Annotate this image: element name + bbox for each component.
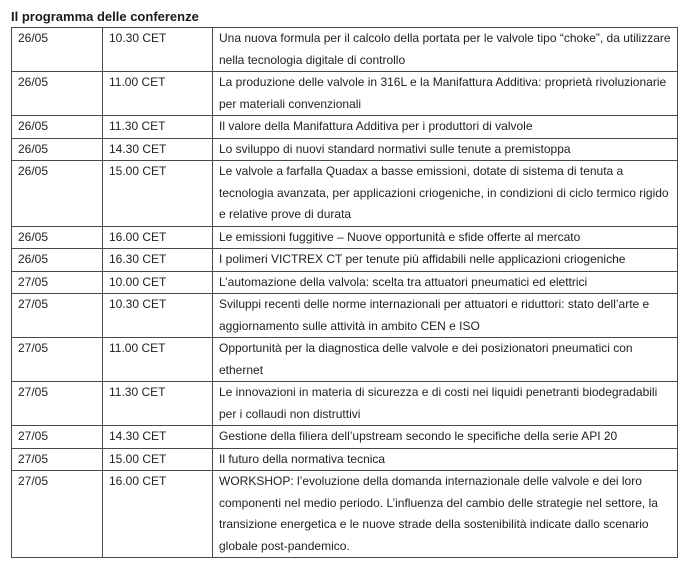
table-row xyxy=(12,471,678,558)
table-row xyxy=(12,28,678,72)
table-row xyxy=(12,338,678,382)
topic-cell: Gestione della filiera dell’upstream secondo le specifiche della serie API 20 xyxy=(213,426,678,449)
date-cell: 27/05 xyxy=(12,426,103,449)
time-cell: 16.00 CET xyxy=(103,226,213,249)
table-row xyxy=(12,271,678,294)
topic-cell: La produzione delle valvole in 316L e la Manifattura Additiva: proprietà rivoluzionarie per materiali convenzionali xyxy=(213,72,678,116)
topic-cell: Le innovazioni in materia di sicurezza e di costi nei liquidi penetranti biodegradabili per i collaudi non distruttivi xyxy=(213,382,678,426)
conference-schedule-table xyxy=(11,27,678,558)
date-cell: 26/05 xyxy=(12,138,103,161)
table-row xyxy=(12,72,678,116)
date-cell: 26/05 xyxy=(12,249,103,272)
time-cell: 15.00 CET xyxy=(103,161,213,227)
topic-cell: I polimeri VICTREX CT per tenute più affidabili nelle applicazioni criogeniche xyxy=(213,249,678,272)
topic-cell: Il futuro della normativa tecnica xyxy=(213,448,678,471)
topic-cell: Una nuova formula per il calcolo della portata per le valvole tipo “choke”, da utilizzare nella tecnologia digitale di controllo xyxy=(213,28,678,72)
table-row xyxy=(12,294,678,338)
date-cell: 27/05 xyxy=(12,271,103,294)
date-cell: 27/05 xyxy=(12,448,103,471)
time-cell: 11.00 CET xyxy=(103,72,213,116)
table-row xyxy=(12,116,678,139)
date-cell: 27/05 xyxy=(12,338,103,382)
topic-cell: Opportunità per la diagnostica delle valvole e dei posizionatori pneumatici con ethernet xyxy=(213,338,678,382)
date-cell: 26/05 xyxy=(12,116,103,139)
time-cell: 10.00 CET xyxy=(103,271,213,294)
table-row xyxy=(12,426,678,449)
date-cell: 27/05 xyxy=(12,294,103,338)
time-cell: 11.30 CET xyxy=(103,116,213,139)
topic-cell: Sviluppi recenti delle norme internazionali per attuatori e riduttori: stato dell’arte e aggiornamento sulle attività in ambito CEN e ISO xyxy=(213,294,678,338)
time-cell: 10.30 CET xyxy=(103,294,213,338)
table-row xyxy=(12,448,678,471)
time-cell: 16.30 CET xyxy=(103,249,213,272)
time-cell: 14.30 CET xyxy=(103,138,213,161)
topic-cell: Lo sviluppo di nuovi standard normativi sulle tenute a premistoppa xyxy=(213,138,678,161)
date-cell: 27/05 xyxy=(12,471,103,558)
table-row xyxy=(12,138,678,161)
time-cell: 10.30 CET xyxy=(103,28,213,72)
date-cell: 26/05 xyxy=(12,226,103,249)
date-cell: 26/05 xyxy=(12,72,103,116)
date-cell: 27/05 xyxy=(12,382,103,426)
time-cell: 16.00 CET xyxy=(103,471,213,558)
table-row xyxy=(12,161,678,227)
table-row xyxy=(12,382,678,426)
table-row xyxy=(12,249,678,272)
schedule-body xyxy=(12,28,678,558)
topic-cell: Le valvole a farfalla Quadax a basse emissioni, dotate di sistema di tenuta a tecnologia avanzata, per applicazioni criogeniche, in condizioni di ciclo termico rigido e relative prove di durata xyxy=(213,161,678,227)
topic-cell: L’automazione della valvola: scelta tra attuatori pneumatici ed elettrici xyxy=(213,271,678,294)
time-cell: 11.30 CET xyxy=(103,382,213,426)
table-row xyxy=(12,226,678,249)
time-cell: 15.00 CET xyxy=(103,448,213,471)
page-title: Il programma delle conferenze xyxy=(11,9,199,24)
date-cell: 26/05 xyxy=(12,28,103,72)
topic-cell: Il valore della Manifattura Additiva per i produttori di valvole xyxy=(213,116,678,139)
time-cell: 11.00 CET xyxy=(103,338,213,382)
time-cell: 14.30 CET xyxy=(103,426,213,449)
topic-cell: Le emissioni fuggitive – Nuove opportunità e sfide offerte al mercato xyxy=(213,226,678,249)
date-cell: 26/05 xyxy=(12,161,103,227)
topic-cell: WORKSHOP: l’evoluzione della domanda internazionale delle valvole e dei loro componenti nel medio periodo. L’influenza del cambio delle strategie nel settore, la transizione energetica e le nuove strade della sostenibilità indicate dallo scenario globale post-pandemico. xyxy=(213,471,678,558)
